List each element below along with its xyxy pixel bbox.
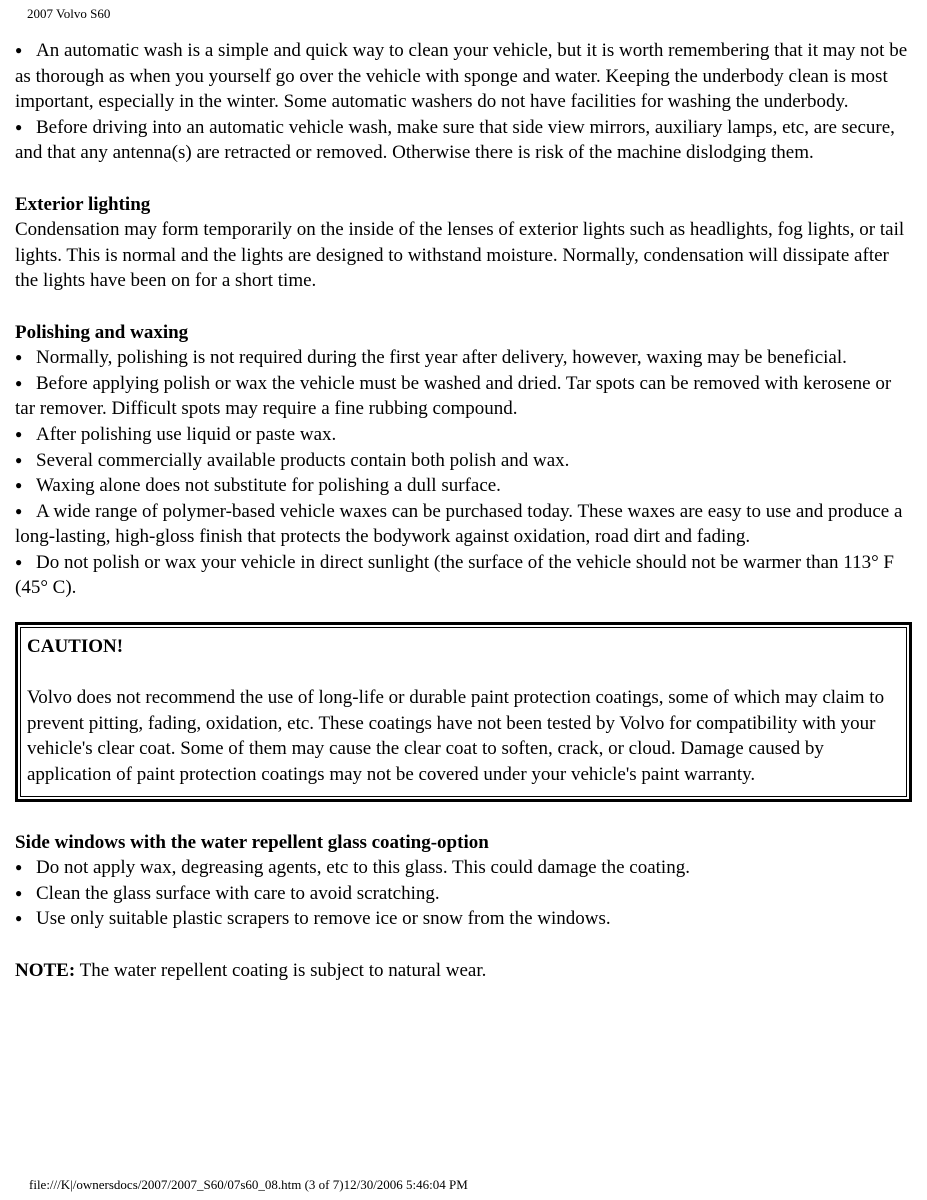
spacer <box>15 294 910 320</box>
caution-box <box>15 622 912 802</box>
note-label: NOTE: <box>15 959 76 981</box>
polishing-bullet: ● Waxing alone does not substitute for polishing a dull surface. <box>15 473 910 499</box>
section-heading-side-windows: Side windows with the water repellent glass coating-option <box>15 831 489 853</box>
polishing-bullet: ● Normally, polishing is not required during the first year after delivery, however, waxing may be beneficial. <box>15 345 910 371</box>
polishing-bullet: ● Several commercially available products contain both polish and wax. <box>15 448 910 474</box>
spacer <box>27 660 898 686</box>
page-footer-path: file:///K|/ownersdocs/2007/2007_S60/07s60_08.htm (3 of 7)12/30/2006 5:46:04 PM <box>29 1177 468 1192</box>
caution-box-inner <box>20 627 907 797</box>
side-windows-bullet: ● Use only suitable plastic scrapers to remove ice or snow from the windows. <box>15 906 910 932</box>
polishing-bullet: ● Before applying polish or wax the vehicle must be washed and dried. Tar spots can be removed with kerosene or tar remover. Difficult spots may require a fine rubbing compound. <box>15 371 910 422</box>
spacer <box>15 932 910 958</box>
caution-body: Volvo does not recommend the use of long-life or durable paint protection coatings, some of which may claim to prevent pitting, fading, oxidation, etc. These coatings have not been tested by Volvo for compatibility with your vehicle's clear coat. Some of them may cause the clear coat to soften, crack, or cloud. Damage caused by application of paint protection coatings may not be covered under your vehicle's paint warranty. <box>27 687 885 786</box>
intro-bullet-before-driving: ● Before driving into an automatic vehicle wash, make sure that side view mirrors, auxiliary lamps, etc, are secure, and that any antenna(s) are retracted or removed. Otherwise there is risk of the machine dislodging them. <box>15 115 910 166</box>
polishing-bullet: ● Do not polish or wax your vehicle in direct sunlight (the surface of the vehicle should not be warmer than 113° F (45° C). <box>15 550 910 601</box>
document-body <box>15 38 910 983</box>
note-text: The water repellent coating is subject to natural wear. <box>75 959 487 981</box>
intro-bullet-automatic-wash: ● An automatic wash is a simple and quick way to clean your vehicle, but it is worth remembering that it may not be as thorough as when you yourself go over the vehicle with sponge and water. Keeping the underbody clean is most important, especially in the winter. Some automatic washers do not have facilities for washing the underbody. <box>15 38 910 115</box>
side-windows-bullet: ● Clean the glass surface with care to avoid scratching. <box>15 881 910 907</box>
polishing-bullet: ● A wide range of polymer-based vehicle waxes can be purchased today. These waxes are easy to use and produce a long-lasting, high-gloss finish that protects the bodywork against oxidation, road dirt and fading. <box>15 499 910 550</box>
spacer <box>15 166 910 192</box>
spacer <box>15 802 910 830</box>
side-windows-bullet: ● Do not apply wax, degreasing agents, etc to this glass. This could damage the coating. <box>15 855 910 881</box>
section-heading-polishing-waxing: Polishing and waxing <box>15 321 189 343</box>
polishing-bullet: ● After polishing use liquid or paste wax. <box>15 422 910 448</box>
section-heading-exterior-lighting: Exterior lighting <box>15 193 151 215</box>
caution-title: CAUTION! <box>27 636 124 658</box>
exterior-lighting-paragraph: Condensation may form temporarily on the inside of the lenses of exterior lights such as headlights, fog lights, or tail lights. This is normal and the lights are designed to withstand moisture. Normally, condensation will dissipate after the lights have been on for a short time. <box>15 219 905 292</box>
page-header-title: 2007 Volvo S60 <box>27 6 111 21</box>
note-paragraph <box>15 958 910 984</box>
